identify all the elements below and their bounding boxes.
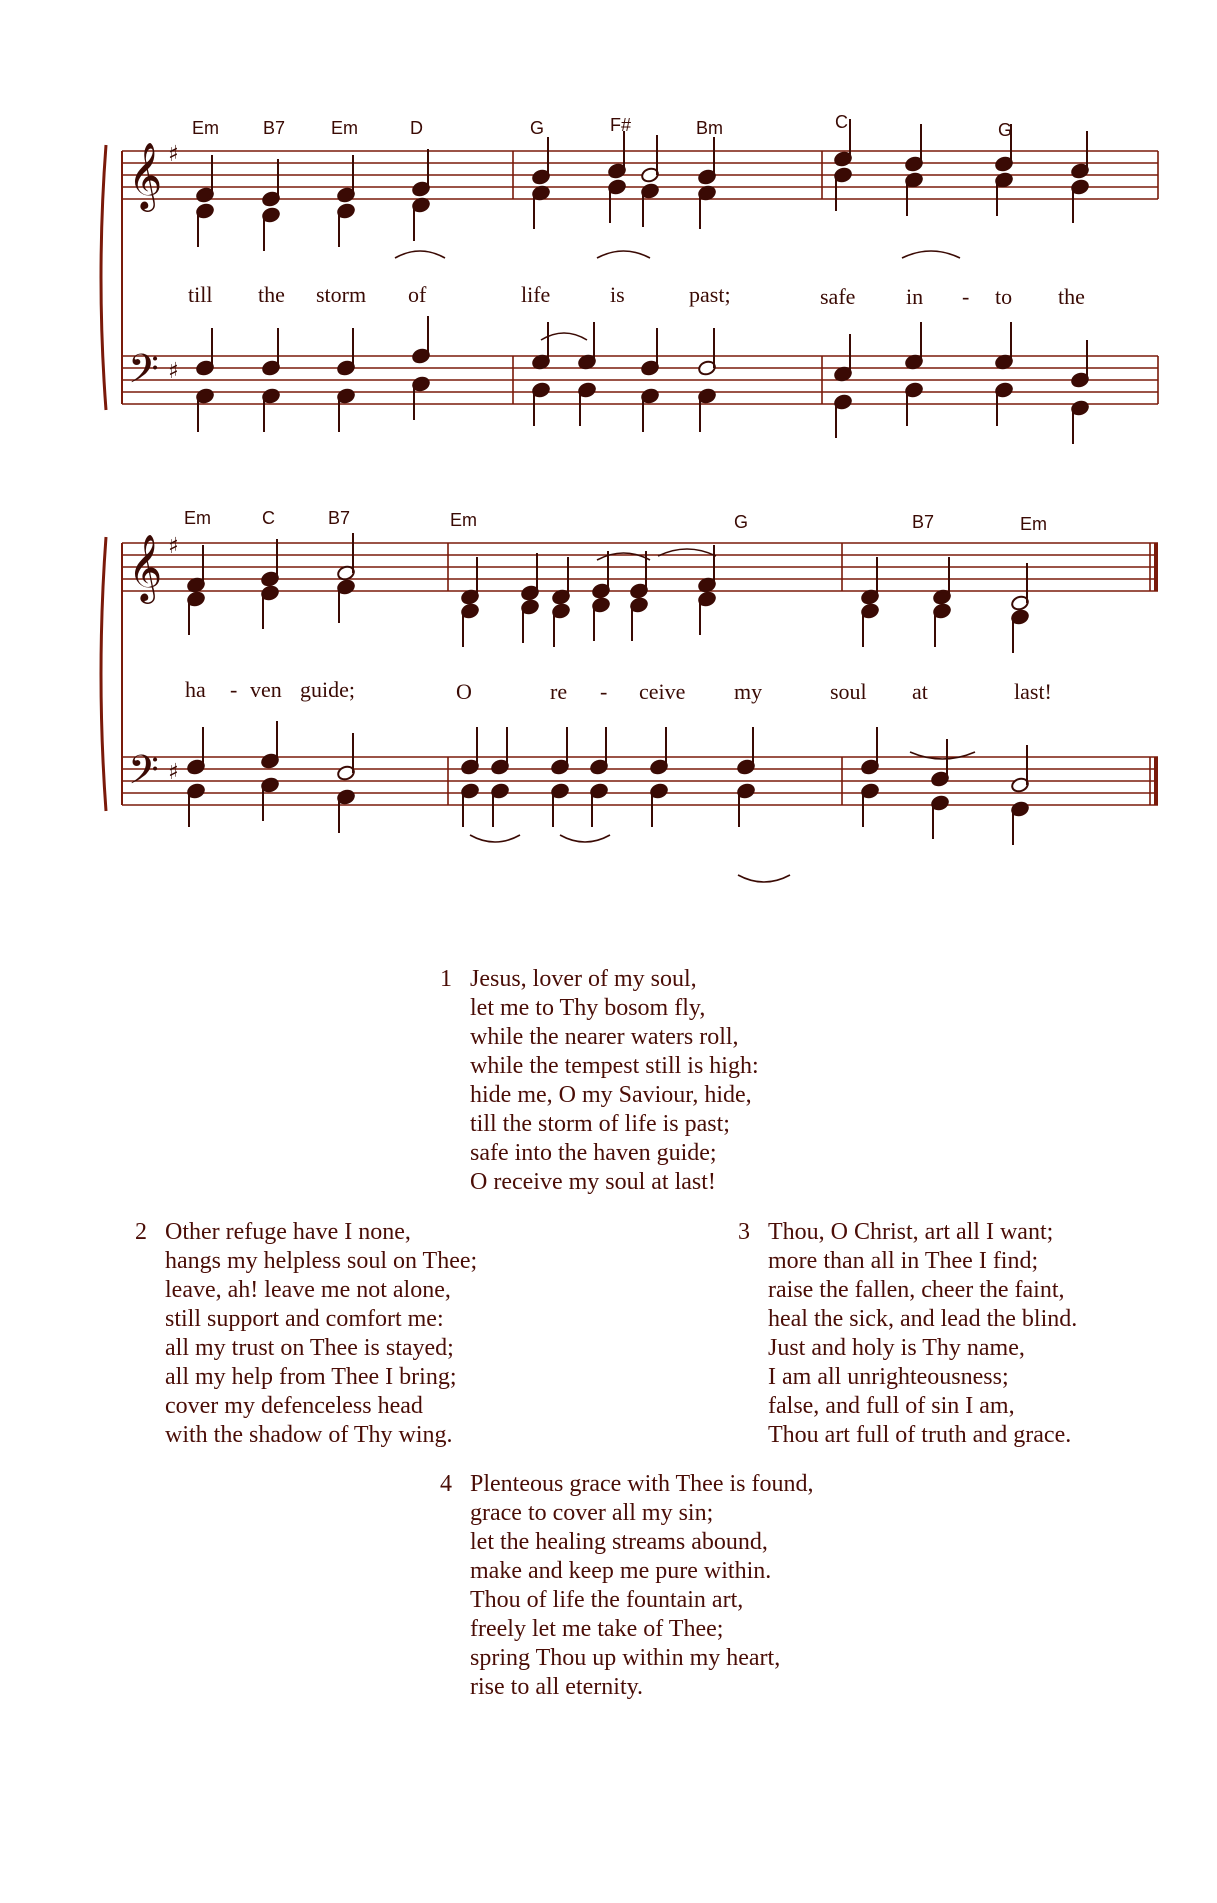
verse-line: while the nearer waters roll,	[470, 1024, 739, 1050]
slur	[910, 752, 975, 759]
chord-symbol: Em	[331, 118, 358, 138]
chord-symbol: Em	[1020, 514, 1047, 534]
lyric-syllable: re	[550, 679, 568, 704]
chord-symbol: F#	[610, 115, 632, 135]
chord-symbol: B7	[263, 118, 286, 138]
lyric-syllable: till	[188, 282, 213, 307]
chord-symbol: C	[835, 112, 848, 132]
lyric-syllable: the	[1058, 284, 1085, 309]
verse-number: 3	[738, 1219, 750, 1245]
system-brace	[101, 145, 106, 410]
treble-clef-icon: 𝄞	[128, 141, 163, 209]
verse-line: leave, ah! leave me not alone,	[165, 1277, 451, 1303]
verse-line: all my help from Thee I bring;	[165, 1364, 457, 1390]
verse-line: more than all in Thee I find;	[768, 1248, 1039, 1274]
verse-line: heal the sick, and lead the blind.	[768, 1306, 1078, 1332]
chord-symbol: Em	[450, 510, 477, 530]
verse-line: make and keep me pure within.	[470, 1558, 772, 1584]
verse-line: hangs my helpless soul on Thee;	[165, 1248, 478, 1274]
chord-symbol: C	[262, 508, 275, 528]
verse-line: Plenteous grace with Thee is found,	[470, 1471, 814, 1497]
sharp-icon: ♯	[168, 142, 179, 167]
lyric-syllable: ceive	[639, 679, 686, 704]
slur	[560, 835, 610, 842]
verse-line: Thou, O Christ, art all I want;	[768, 1219, 1054, 1245]
lyric-syllable: storm	[316, 282, 367, 307]
lyric-syllable: the	[258, 282, 285, 307]
verse-line: O receive my soul at last!	[470, 1169, 716, 1195]
lyric-syllable: ven	[250, 677, 282, 702]
slur	[395, 251, 445, 258]
lyric-syllable: is	[610, 282, 625, 307]
bass-clef-icon: 𝄢	[128, 747, 159, 803]
verse-line: while the tempest still is high:	[470, 1053, 759, 1079]
verse-2	[135, 1218, 478, 1450]
verse-line: Jesus, lover of my soul,	[470, 966, 697, 992]
slur	[597, 251, 650, 258]
hymn-score	[0, 0, 1217, 900]
slur	[597, 553, 650, 560]
verse-line: till the storm of life is past;	[470, 1111, 730, 1137]
verse-number: 4	[440, 1471, 452, 1497]
verse-number: 2	[135, 1219, 147, 1245]
lyric-syllable: -	[962, 284, 970, 309]
verse-1	[440, 965, 759, 1197]
verse-line: raise the fallen, cheer the faint,	[768, 1277, 1065, 1303]
verse-line: Thou art full of truth and grace.	[768, 1422, 1072, 1448]
verse-number: 1	[440, 966, 452, 992]
verse-line: spring Thou up within my heart,	[470, 1645, 781, 1671]
lyric-syllable: life	[521, 282, 551, 307]
lyric-syllable: safe	[820, 284, 856, 309]
chord-symbol: B7	[912, 512, 935, 532]
lyric-syllable: at	[912, 679, 928, 704]
chord-symbol: G	[530, 118, 545, 138]
verse-line: Just and holy is Thy name,	[768, 1335, 1025, 1361]
sharp-icon: ♯	[168, 534, 179, 559]
chord-symbol: D	[410, 118, 423, 138]
verse-3	[738, 1218, 1078, 1450]
verse-line: Thou of life the fountain art,	[470, 1587, 744, 1613]
verse-line: rise to all eternity.	[470, 1674, 644, 1700]
verse-line: let the healing streams abound,	[470, 1529, 768, 1555]
bass-clef-icon: 𝄢	[128, 346, 159, 402]
sharp-icon: ♯	[168, 359, 179, 384]
sharp-icon: ♯	[168, 760, 179, 785]
lyric-syllable: to	[995, 284, 1013, 309]
lyric-syllable: ha	[185, 677, 206, 702]
lyric-syllable: O	[456, 679, 472, 704]
verse-line: false, and full of sin I am,	[768, 1393, 1015, 1419]
lyric-syllable: -	[230, 677, 238, 702]
lyric-syllable: of	[408, 282, 427, 307]
verse-line: freely let me take of Thee;	[470, 1616, 724, 1642]
lyric-syllable: soul	[830, 679, 867, 704]
chord-symbol: Em	[184, 508, 211, 528]
verse-line: with the shadow of Thy wing.	[165, 1422, 453, 1448]
slur	[902, 251, 960, 258]
verse-line: I am all unrighteousness;	[768, 1364, 1009, 1390]
slur	[470, 835, 520, 842]
lyric-syllable: last!	[1014, 679, 1052, 704]
lyric-syllable: -	[600, 679, 608, 704]
system-brace	[101, 537, 106, 811]
chord-symbol: Bm	[696, 118, 723, 138]
lyric-syllable: my	[734, 679, 763, 704]
verse-line: safe into the haven guide;	[470, 1140, 717, 1166]
lyric-syllable: guide;	[300, 677, 355, 702]
chord-symbol: Em	[192, 118, 219, 138]
verse-4	[440, 1470, 814, 1702]
verse-line: all my trust on Thee is stayed;	[165, 1335, 454, 1361]
verse-line: hide me, O my Saviour, hide,	[470, 1082, 752, 1108]
slur	[738, 875, 790, 882]
verse-line: cover my defenceless head	[165, 1393, 423, 1419]
verse-line: let me to Thy bosom fly,	[470, 995, 706, 1021]
lyric-syllable: past;	[689, 282, 731, 307]
verse-line: Other refuge have I none,	[165, 1219, 411, 1245]
treble-clef-icon: 𝄞	[128, 533, 163, 601]
chord-symbol: G	[998, 120, 1013, 140]
chord-symbol: G	[734, 512, 749, 532]
chord-symbol: B7	[328, 508, 351, 528]
verse-line: still support and comfort me:	[165, 1306, 444, 1332]
verse-line: grace to cover all my sin;	[470, 1500, 714, 1526]
lyric-syllable: in	[906, 284, 924, 309]
